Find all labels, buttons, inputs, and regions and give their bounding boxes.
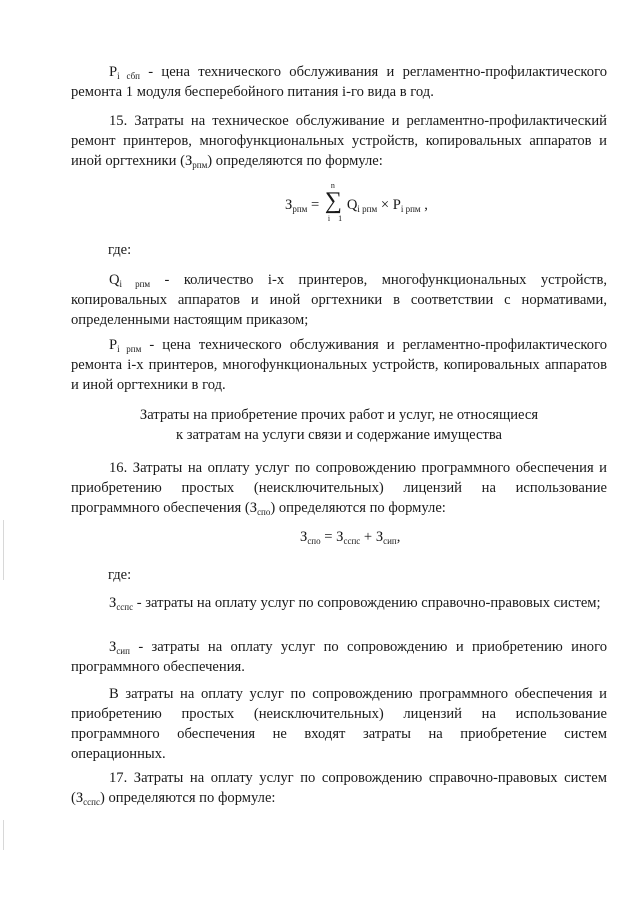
scan-edge-mark xyxy=(3,820,4,850)
sip-definition: $З_{сип}$ - затраты на оплату услуг по сопровождению и приобретению иного программного обеспечения. xyxy=(71,639,607,675)
note-paragraph: В затраты на оплату услуг по сопровождению программного обеспечения и приобретению простых (неисключительных) лицензий на использование программного обеспечения не входят затраты на приобретение систем операционных. xyxy=(71,686,607,762)
formula-zspo: $З_{спо} = З_{сспс} + З_{сип}$, xyxy=(300,529,401,546)
section-17-paragraph: 17. Затраты на оплату услуг по сопровождению справочно-правовых систем $(З_{сспс})$ определяются по формуле: xyxy=(71,770,607,807)
scan-edge-mark xyxy=(3,520,4,580)
section-heading: Затраты на приобретение прочих работ и услуг, не относящиеся к затратам на услуги связи и содержание имущества xyxy=(139,407,539,443)
p-rpm-definition: $P_{i рпм}$ - цена технического обслуживания и регламентно-профилактического ремонта i-х принтеров, многофункциональных устройств, копировальных аппаратов и иной оргтехники в год. xyxy=(71,337,608,393)
ups-price-definition: $P_{i сбп}$ - цена технического обслуживания и регламентно-профилактического ремонта 1 модуля бесперебойного питания i-го вида в год. xyxy=(71,64,607,100)
where-label: где: xyxy=(108,242,132,258)
q-rpm-definition: $Q_{i рпм}$ - количество i-х принтеров, многофункциональных устройств, копировальных аппаратов и иной оргтехники в соответствии с нормативами, определенными настоящим приказом; xyxy=(71,272,607,328)
sspc-definition: $З_{сспс}$ - затраты на оплату услуг по сопровождению справочно-правовых систем; xyxy=(109,595,601,612)
where-label: где: xyxy=(108,567,132,583)
section-16-paragraph: 16. Затраты на оплату услуг по сопровождению программного обеспечения и приобретению простых (неисключительных) лицензий на использование программного обеспечения $(З_{спо})$ определяются по формуле: xyxy=(71,460,607,517)
summation-sign: n ∑ i 1 xyxy=(324,181,346,223)
formula-zrpm: $З_{рпм}$ = n ∑ i 1 $Q_{i рпм} \times P_{i рпм}$ , xyxy=(285,181,428,223)
section-15-paragraph: 15. Затраты на техническое обслуживание и регламентно-профилактический ремонт принтеров, многофункциональных устройств, копировальных аппаратов и иной оргтехники $(З_{рпм})$ определяются по формуле: xyxy=(71,113,607,170)
